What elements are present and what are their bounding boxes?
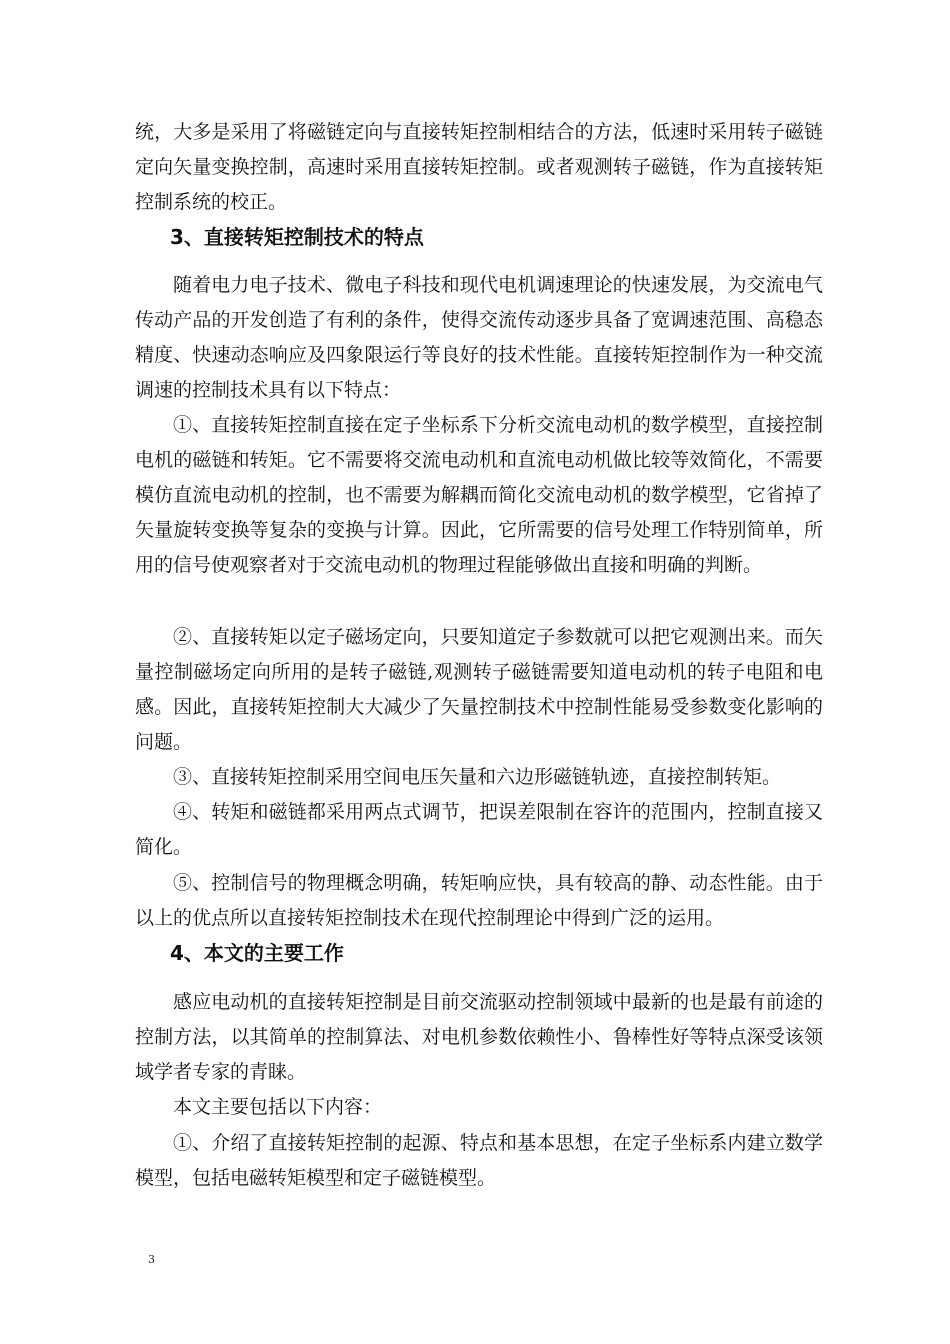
paragraph-feature-4: ④、转矩和磁链都采用两点式调节，把误差限制在容许的范围内，控制直接又简化。 (135, 801, 823, 858)
paragraph-feature-1: ①、直接转矩控制直接在定子坐标系下分析交流电动机的数学模型，直接控制电机的磁链和转矩。它不需要将交流电动机和直流电动机做比较等效简化，不需要模仿直流电动机的控制，也不需要为解耦而简化交流电动机的数学模型，它省掉了矢量旋转变换等复杂的变换与计算。因此，它所需要的信号处理工作特别简单，所用的信号使观察者对于交流电动机的物理过程能够做出直接和明确的判断。 (135, 414, 823, 576)
paragraph-contents-intro: 本文主要包括以下内容： (173, 1096, 383, 1118)
paragraph-main-work: 感应电动机的直接转矩控制是目前交流驱动控制领域中最新的也是最有前途的控制方法，以其简单的控制算法、对电机参数依赖性小、鲁棒性好等特点深受该领域学者专家的青睐。 (135, 991, 823, 1083)
paragraph-feature-3: ③、直接转矩控制采用空间电压矢量和六边形磁链轨迹，直接控制转矩。 (173, 766, 782, 788)
section-heading-4: 4、本文的主要工作 (170, 941, 344, 965)
paragraph-feature-5: ⑤、控制信号的物理概念明确，转矩响应快，具有较高的静、动态性能。由于以上的优点所以直接转矩控制技术在现代控制理论中得到广泛的运用。 (135, 872, 823, 929)
paragraph-content-1: ①、介绍了直接转矩控制的起源、特点和基本思想，在定子坐标系内建立数学模型，包括电磁转矩模型和定子磁链模型。 (135, 1132, 823, 1189)
paragraph-continuation: 统，大多是采用了将磁链定向与直接转矩控制相结合的方法，低速时采用转子磁链定向矢量变换控制，高速时采用直接转矩控制。或者观测转子磁链，作为直接转矩控制系统的校正。 (135, 121, 823, 213)
paragraph-intro: 随着电力电子技术、微电子科技和现代电机调速理论的快速发展，为交流电气传动产品的开发创造了有利的条件，使得交流传动逐步具备了宽调速范围、高稳态精度、快速动态响应及四象限运行等良好的技术性能。直接转矩控制作为一种交流调速的控制技术具有以下特点： (135, 274, 823, 401)
section-heading-3: 3、直接转矩控制技术的特点 (170, 225, 424, 249)
paragraph-feature-2: ②、直接转矩以定子磁场定向，只要知道定子参数就可以把它观测出来。而矢量控制磁场定向所用的是转子磁链,观测转子磁链需要知道电动机的转子电阻和电感。因此，直接转矩控制大大减少了矢量控制技术中控制性能易受参数变化影响的问题。 (135, 626, 823, 753)
page-number: 3 (148, 1253, 155, 1266)
